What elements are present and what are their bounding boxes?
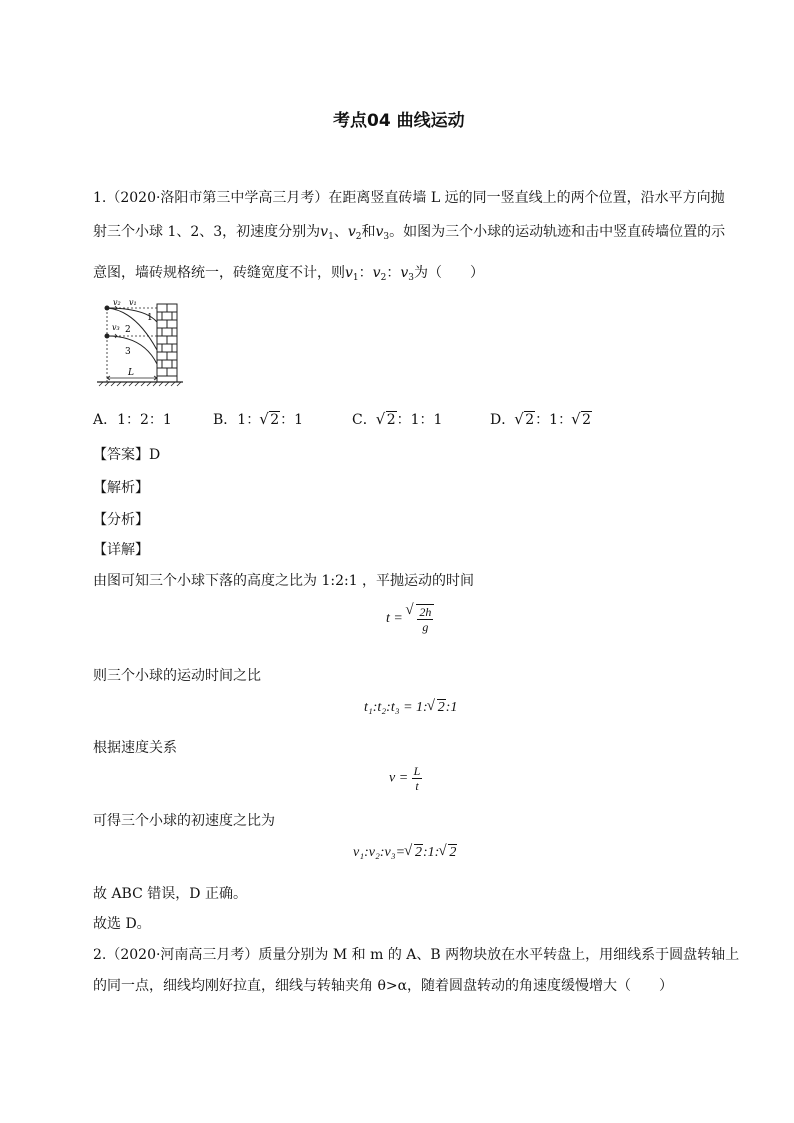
equation-time-ratio: t₁:t₂:t₃ = 1:√ 2:1 <box>364 700 457 716</box>
label-v1: v₁ <box>129 298 137 307</box>
q1-stem-line3: 意图，墙砖规格统一，砖缝宽度不计，则$v_1$：$v_2$：$v_3$为（ ） <box>93 265 484 283</box>
label-1: 1 <box>147 313 153 323</box>
option-b: B．1：√ 2：1 <box>213 409 303 429</box>
trajectory-3 <box>107 336 157 364</box>
label-3: 3 <box>125 347 131 357</box>
solution-line5: 故 ABC 错误，D 正确。 <box>93 886 247 902</box>
section-jiexi: 【解析】 <box>93 480 149 496</box>
option-c: C．√ 2：1：1 <box>352 409 442 429</box>
label-v3: v₃ <box>112 323 120 332</box>
projectile-figure <box>95 296 185 392</box>
label-2: 2 <box>125 325 131 335</box>
solution-line4: 可得三个小球的初速度之比为 <box>93 813 275 829</box>
section-fenxi: 【分析】 <box>93 512 149 528</box>
arrow-v3 <box>109 334 117 338</box>
brick-wall <box>157 304 177 382</box>
section-xiangjie: 【详解】 <box>93 542 149 558</box>
equation-velocity: v = $\frac{L}{t}$ <box>389 764 421 793</box>
answer: 【答案】D <box>93 447 161 463</box>
q2-stem-line1: 2.（2020·河南高三月考）质量分别为 M 和 m 的 A、B 两物块放在水平转盘上，用细线系于圆盘转轴上 <box>93 947 740 963</box>
option-d: D．√ 2：1：√ 2 <box>490 409 592 429</box>
q1-stem-line1: 1.（2020·洛阳市第三中学高三月考）在距离竖直砖墙 L 远的同一竖直线上的两个位置，沿水平方向抛 <box>93 190 725 206</box>
solution-line2: 则三个小球的运动时间之比 <box>93 668 261 684</box>
ground-hatch <box>99 382 181 386</box>
solution-line6: 故选 D。 <box>93 916 151 932</box>
label-L: L <box>128 368 134 378</box>
solution-line1: 由图可知三个小球下落的高度之比为 1:2:1 ，平抛运动的时间 <box>93 573 475 589</box>
label-v2: v₂ <box>113 298 121 307</box>
q1-stem-line2: 射三个小球 1、2、3，初速度分别为$v_1$、$v_2$和$v_3$。如图为三个小球的运动轨迹和击中竖直砖墙位置的示 <box>93 224 726 242</box>
q2-stem-line2: 的同一点，细线均刚好拉直，细线与转轴夹角 θ>α，随着圆盘转动的角速度缓慢增大（ ） <box>93 978 674 994</box>
equation-velocity-ratio: v₁:v₂:v₃=√ 2:1:√ 2 <box>353 845 457 861</box>
page-title: 考点04 曲线运动 <box>333 111 465 131</box>
equation-time: t = √ $\frac{2h}{g}$ <box>386 604 434 634</box>
solution-line3: 根据速度关系 <box>93 740 177 756</box>
option-a: A．1：2：1 <box>93 412 172 428</box>
